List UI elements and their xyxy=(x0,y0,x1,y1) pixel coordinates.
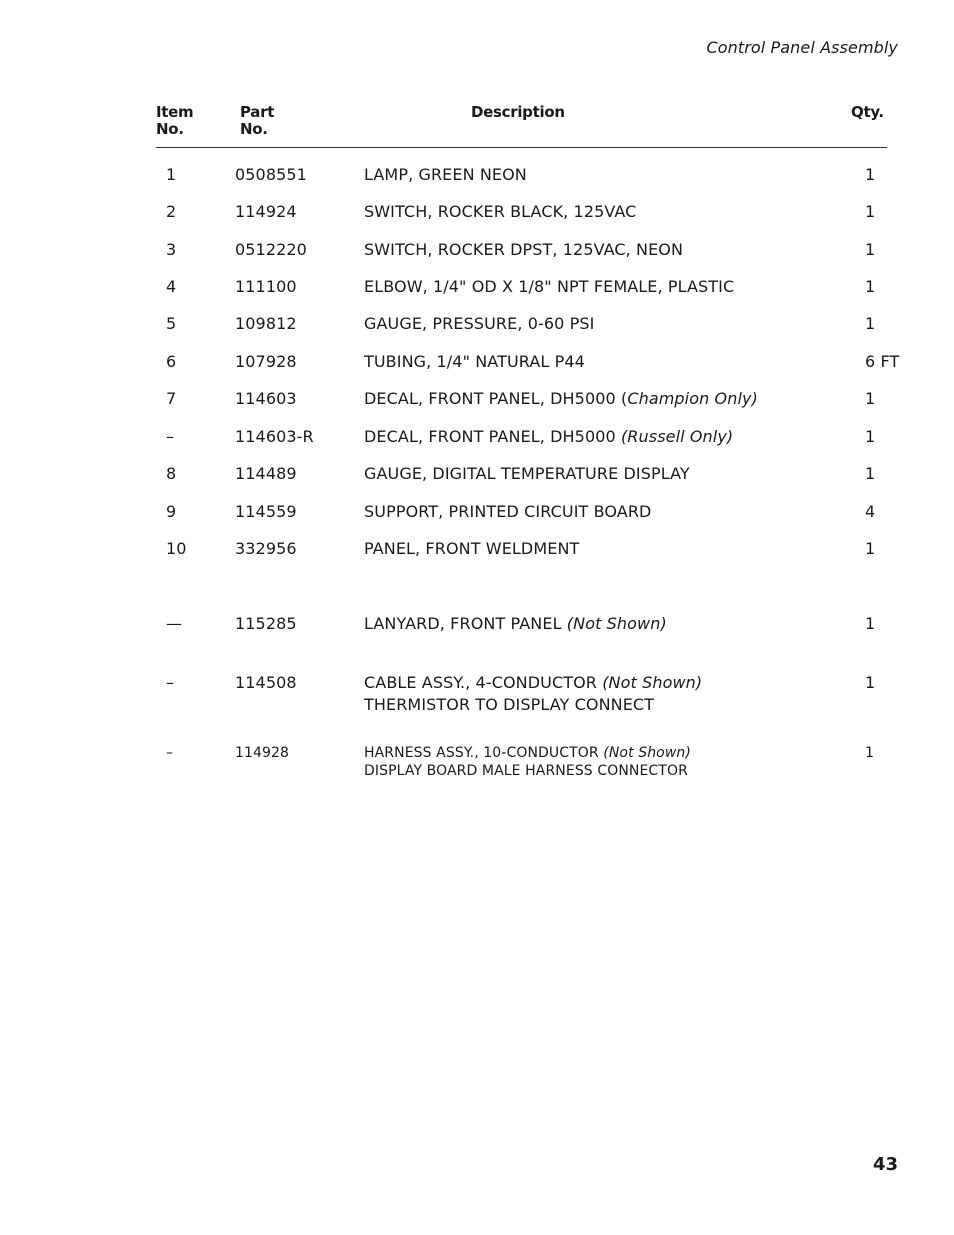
description-note: (Not Shown) xyxy=(602,673,703,692)
description-text: ELBOW, 1/4" OD X 1/8" NPT FEMALE, PLASTIC xyxy=(364,277,735,296)
column-header-part-no xyxy=(240,104,274,138)
part-number: 114928 xyxy=(235,745,290,761)
description xyxy=(364,501,834,523)
quantity: 4 xyxy=(865,502,876,521)
item-number: 5 xyxy=(166,314,177,333)
description-note: Champion Only) xyxy=(627,389,758,408)
description-second-line: DISPLAY BOARD MALE HARNESS CONNECTOR xyxy=(364,763,688,779)
column-header-item-label: Item No. xyxy=(156,103,194,138)
description xyxy=(364,351,834,373)
quantity: 1 xyxy=(865,539,876,558)
part-number: 111100 xyxy=(235,277,297,296)
part-number: 107928 xyxy=(235,352,297,371)
item-number: – xyxy=(166,745,174,761)
column-header-part-label: Part No. xyxy=(240,103,275,138)
item-number: 7 xyxy=(166,389,177,408)
quantity: 1 xyxy=(865,614,876,633)
item-number: 6 xyxy=(166,352,177,371)
item-number: 4 xyxy=(166,277,177,296)
item-number: 3 xyxy=(166,240,177,259)
description xyxy=(364,463,834,485)
description xyxy=(364,426,834,448)
part-number: 332956 xyxy=(235,539,297,558)
description-note: (Not Shown) xyxy=(566,614,667,633)
column-header-qty: Qty. xyxy=(851,103,884,121)
part-number: 114508 xyxy=(235,673,297,692)
description-note: (Not Shown) xyxy=(603,745,691,761)
description xyxy=(364,672,834,716)
item-number: 9 xyxy=(166,502,177,521)
quantity: 1 xyxy=(865,277,876,296)
part-number: 114603-R xyxy=(235,427,314,446)
description xyxy=(364,201,834,223)
description-text: DECAL, FRONT PANEL, DH5000 xyxy=(364,427,621,446)
page-number: 43 xyxy=(872,1154,898,1175)
description xyxy=(364,388,834,410)
description-text: HARNESS ASSY., 10-CONDUCTOR xyxy=(364,745,604,761)
description-note: (Russell Only) xyxy=(620,427,734,446)
description-text: GAUGE, DIGITAL TEMPERATURE DISPLAY xyxy=(364,464,690,483)
description xyxy=(364,538,834,560)
part-number: 0512220 xyxy=(235,240,307,259)
description-text: SWITCH, ROCKER BLACK, 125VAC xyxy=(364,202,637,221)
description-text: SWITCH, ROCKER DPST, 125VAC, NEON xyxy=(364,240,684,259)
item-number: — xyxy=(166,614,183,633)
description-text: GAUGE, PRESSURE, 0-60 PSI xyxy=(364,314,595,333)
description-text: LANYARD, FRONT PANEL xyxy=(364,614,567,633)
quantity: 1 xyxy=(865,745,875,761)
quantity: 1 xyxy=(865,165,876,184)
description xyxy=(364,313,834,335)
description xyxy=(364,613,834,635)
part-number: 115285 xyxy=(235,614,297,633)
quantity: 1 xyxy=(865,240,876,259)
description-text: DECAL, FRONT PANEL, DH5000 ( xyxy=(364,389,628,408)
quantity: 1 xyxy=(865,389,876,408)
quantity: 6 FT xyxy=(865,352,900,371)
description-text: CABLE ASSY., 4-CONDUCTOR xyxy=(364,673,603,692)
quantity: 1 xyxy=(865,427,876,446)
part-number: 114603 xyxy=(235,389,297,408)
quantity: 1 xyxy=(865,673,876,692)
item-number: – xyxy=(166,673,175,692)
part-number: 0508551 xyxy=(235,165,307,184)
item-number: 8 xyxy=(166,464,177,483)
quantity: 1 xyxy=(865,314,876,333)
quantity: 1 xyxy=(865,202,876,221)
description-text: TUBING, 1/4" NATURAL P44 xyxy=(364,352,585,371)
header-rule-divider xyxy=(156,147,887,148)
part-number: 109812 xyxy=(235,314,297,333)
description-text: PANEL, FRONT WELDMENT xyxy=(364,539,580,558)
part-number: 114924 xyxy=(235,202,297,221)
item-number: 1 xyxy=(166,165,177,184)
description-second-line: THERMISTOR TO DISPLAY CONNECT xyxy=(364,695,655,714)
description xyxy=(364,239,834,261)
description xyxy=(364,164,834,186)
description-text: LAMP, GREEN NEON xyxy=(364,165,527,184)
column-header-item-no xyxy=(156,104,193,138)
item-number: 2 xyxy=(166,202,177,221)
part-number: 114489 xyxy=(235,464,297,483)
column-header-description: Description xyxy=(471,103,565,121)
item-number: 10 xyxy=(166,539,187,558)
page-header-title: Control Panel Assembly xyxy=(706,38,898,57)
item-number: – xyxy=(166,427,175,446)
description-text: SUPPORT, PRINTED CIRCUIT BOARD xyxy=(364,502,652,521)
description xyxy=(364,276,834,298)
part-number: 114559 xyxy=(235,502,297,521)
quantity: 1 xyxy=(865,464,876,483)
description xyxy=(364,744,834,780)
